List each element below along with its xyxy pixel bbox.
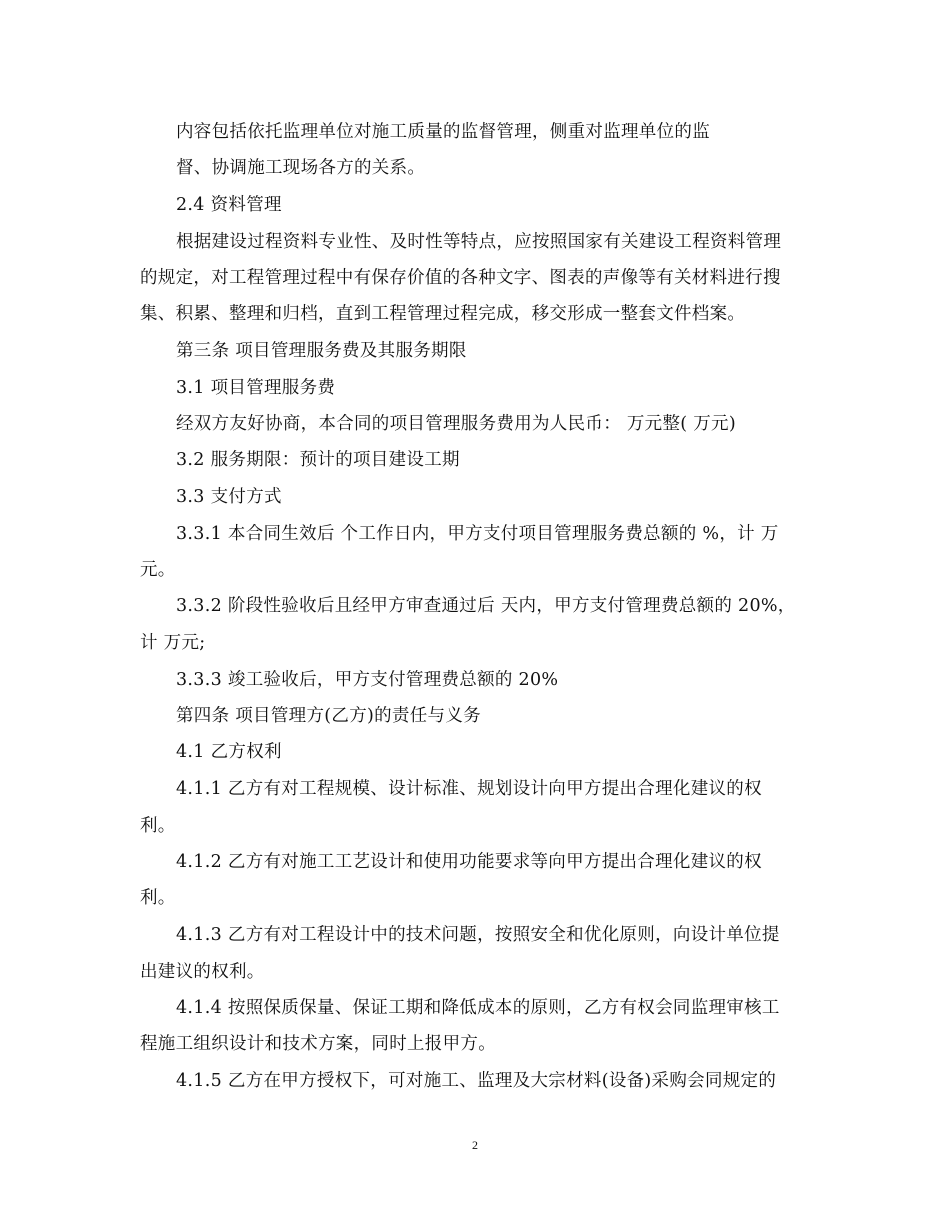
article-heading: 第三条 项目管理服务费及其服务期限 bbox=[176, 341, 467, 361]
text-line: 4.1.1 乙方有对工程规模、设计标准、规划设计向甲方提出合理化建议的权 bbox=[176, 779, 762, 799]
text-line: 4.1.2 乙方有对施工工艺设计和使用功能要求等向甲方提出合理化建议的权 bbox=[176, 852, 762, 872]
text-line: 4.1.4 按照保质保量、保证工期和降低成本的原则，乙方有权会同监理审核工 bbox=[176, 998, 780, 1018]
text-line: 3.3.2 阶段性验收后且经甲方审查通过后 天内，甲方支付管理费总额的 20%， bbox=[176, 596, 796, 616]
text-line: 督、协调施工现场各方的关系。 bbox=[176, 158, 426, 178]
text-line: 程施工组织设计和技术方案，同时上报甲方。 bbox=[140, 1034, 496, 1054]
text-line: 利。 bbox=[140, 816, 176, 836]
text-line: 的规定，对工程管理过程中有保存价值的各种文字、图表的声像等有关材料进行搜 bbox=[140, 268, 781, 288]
page-number: 2 bbox=[472, 1138, 478, 1152]
section-heading: 2.4 资料管理 bbox=[176, 195, 282, 215]
text-line: 计 万元; bbox=[140, 633, 206, 653]
text-line: 4.1.5 乙方在甲方授权下，可对施工、监理及大宗材料(设备)采购会同规定的 bbox=[176, 1071, 777, 1091]
text-line: 3.3.3 竣工验收后，甲方支付管理费总额的 20% bbox=[176, 670, 559, 690]
text-line: 经双方友好协商，本合同的项目管理服务费用为人民币： 万元整( 万元) bbox=[176, 414, 736, 434]
text-line: 利。 bbox=[140, 888, 176, 908]
section-heading: 4.1 乙方权利 bbox=[176, 742, 282, 762]
text-line: 3.3.1 本合同生效后 个工作日内，甲方支付项目管理服务费总额的 %，计 万 bbox=[176, 524, 779, 544]
section-heading: 3.3 支付方式 bbox=[176, 487, 282, 507]
section-heading: 3.1 项目管理服务费 bbox=[176, 378, 336, 398]
text-line: 根据建设过程资料专业性、及时性等特点，应按照国家有关建设工程资料管理 bbox=[176, 232, 782, 252]
text-line: 出建议的权利。 bbox=[140, 962, 265, 982]
text-line: 元。 bbox=[140, 560, 176, 580]
section-heading: 3.2 服务期限：预计的项目建设工期 bbox=[176, 450, 460, 470]
text-line: 集、积累、整理和归档，直到工程管理过程完成，移交形成一整套文件档案。 bbox=[140, 304, 746, 324]
text-line: 内容包括依托监理单位对施工质量的监督管理，侧重对监理单位的监 bbox=[176, 122, 710, 142]
text-line: 4.1.3 乙方有对工程设计中的技术问题，按照安全和优化原则，向设计单位提 bbox=[176, 925, 780, 945]
article-heading: 第四条 项目管理方(乙方)的责任与义务 bbox=[176, 706, 481, 726]
